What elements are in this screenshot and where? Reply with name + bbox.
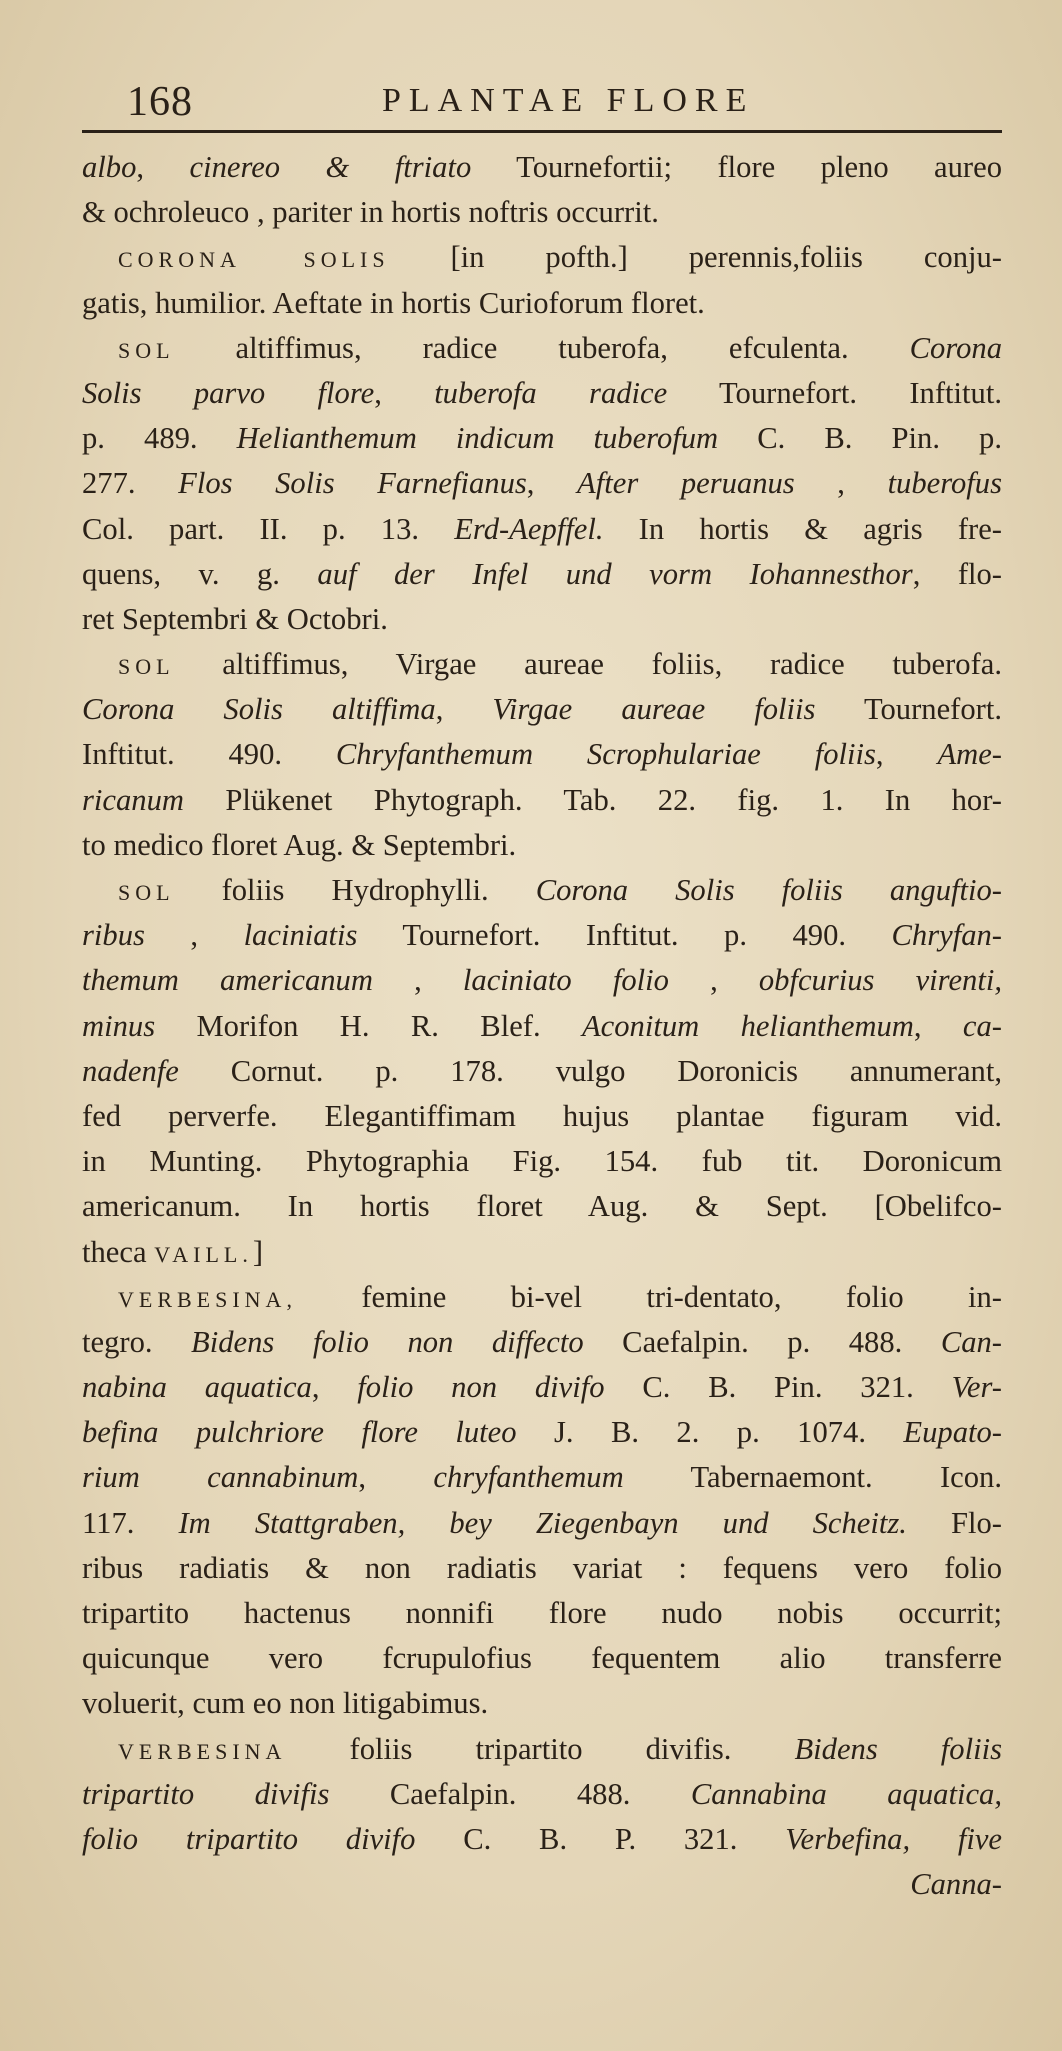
text-segment: altiffimus, radice tuberofa, efculenta. — [174, 330, 910, 365]
text-segment: Chryfanthemum Scrophulariae foliis — [335, 737, 876, 772]
text-segment: Flo- — [906, 1505, 1002, 1540]
text-segment: Cornut. p. 178. vulgo Doronicis annumerant, — [178, 1053, 1002, 1088]
text-segment: Tournefort. — [815, 692, 1002, 727]
text-line — [82, 1591, 1002, 1636]
text-segment: & ochroleuco , pariter in hortis noftris occurrit. — [82, 195, 659, 230]
text-segment: Corona — [909, 330, 1002, 365]
text-segment: Corona Solis altiffima — [82, 692, 436, 727]
text-line — [82, 1772, 1002, 1817]
text-segment: C. B. P. 321. — [415, 1821, 786, 1856]
text-segment: tripartito divifis — [82, 1776, 330, 1811]
text-line — [82, 552, 1002, 597]
text-segment: in Munting. Phytographia Fig. 154. fub tit. Doronicum — [82, 1144, 1002, 1179]
text-segment: tripartito hactenus nonnifi flore nudo nobis occurrit; — [82, 1596, 1002, 1630]
text-line — [82, 190, 1002, 235]
text-line — [82, 1365, 1002, 1410]
text-segment: minus — [82, 1008, 156, 1043]
text-line — [82, 1681, 1002, 1726]
text-segment: ribus — [82, 918, 145, 953]
text-segment: Helianthemum indicum tuberofum — [236, 421, 719, 456]
text-segment: Tournefort. Inftitut. p. 490. — [357, 918, 892, 953]
text-line — [82, 461, 1002, 506]
text-segment: ricanum — [82, 782, 184, 817]
text-segment: ] — [252, 1234, 264, 1269]
text-segment: Caefalpin. 488. — [329, 1776, 691, 1811]
text-segment: tuberofa radice — [434, 375, 668, 410]
text-segment: 117. — [82, 1505, 179, 1540]
body-text — [82, 145, 1002, 1907]
text-segment: Inftitut. 490. — [82, 737, 336, 772]
text-segment: foliis tripartito divifis. — [286, 1731, 795, 1766]
text-segment: Eupato- — [903, 1415, 1002, 1450]
text-segment: VERBESINA — [118, 1738, 287, 1764]
text-segment: C. B. Pin. p. — [718, 421, 1003, 456]
text-segment: 277. — [82, 466, 179, 501]
text-segment: Plükenet Phytograph. Tab. 22. fig. 1. In hor- — [183, 782, 1002, 817]
text-line — [82, 868, 1002, 913]
text-segment: , — [913, 1008, 963, 1043]
text-segment: Flos Solis Farnefianus — [178, 466, 527, 501]
text-line — [82, 1320, 1002, 1365]
text-segment: quens, v. g. — [82, 556, 318, 591]
text-segment: Bidens foliis — [794, 1731, 1002, 1766]
text-line — [82, 1230, 1002, 1275]
text-segment: to medico floret Aug. & Septembri. — [82, 827, 517, 862]
text-line — [82, 687, 1002, 732]
text-segment: albo — [82, 150, 137, 184]
text-segment: Chryfan- — [891, 918, 1003, 953]
text-segment: gatis, humilior. Aeftate in hortis Curioforum floret. — [82, 285, 705, 320]
text-segment: In hortis & agris fre- — [603, 511, 1002, 546]
text-segment: Caefalpin. p. 488. — [583, 1324, 941, 1359]
text-line — [82, 235, 1002, 280]
text-segment: Corona Solis foliis anguftio- — [535, 873, 1002, 907]
header-rule — [82, 130, 1002, 133]
text-line — [82, 371, 1002, 416]
text-segment: altiffimus, Virgae aureae foliis, radice tuberofa. — [174, 647, 1002, 682]
text-segment: ret Septembri & Octobri. — [82, 601, 388, 636]
text-line — [82, 958, 1002, 1003]
text-segment: auf der Infel und vorm Iohannesthor — [317, 556, 913, 591]
text-segment: Cannabina aquatica, — [690, 1776, 1002, 1811]
text-segment: Erd-Aepffel. — [454, 511, 604, 546]
text-segment: CORONA SOLIS — [118, 247, 390, 273]
text-segment: , — [794, 466, 888, 501]
text-segment: Can- — [940, 1324, 1002, 1359]
text-segment: J. B. 2. p. 1074. — [516, 1415, 904, 1450]
text-line — [82, 281, 1002, 326]
text-line — [82, 1275, 1002, 1320]
text-segment: Solis parvo flore — [82, 375, 375, 410]
text-line — [82, 913, 1002, 958]
text-segment: , — [526, 466, 578, 501]
text-segment: Im Stattgraben, bey Ziegenbayn und Scheitz. — [178, 1505, 907, 1540]
text-segment: Morifon H. R. Blef. — [155, 1008, 582, 1043]
text-segment: SOL — [118, 880, 175, 905]
text-line — [82, 1004, 1002, 1049]
text-segment: , — [875, 737, 938, 772]
text-line — [82, 1455, 1002, 1500]
running-title: PLANTAE FLORE — [382, 82, 755, 119]
text-segment: Tournefort. Inftitut. — [667, 375, 1002, 410]
text-segment: , — [144, 918, 244, 953]
text-segment: Ver- — [951, 1370, 1002, 1405]
text-segment: Canna- — [910, 1867, 1002, 1902]
text-line — [82, 1546, 1002, 1591]
text-segment: , — [435, 692, 493, 727]
text-segment: , — [311, 1370, 358, 1405]
text-segment: VAILL. — [154, 1241, 253, 1267]
text-segment: Col. part. II. p. 13. — [82, 511, 455, 546]
text-line — [82, 732, 1002, 777]
page-header — [82, 0, 1002, 125]
text-segment: quicunque vero fcrupulofius fequentem alio transferre — [82, 1641, 1002, 1676]
text-segment: C. B. Pin. 321. — [604, 1370, 952, 1405]
text-segment: SOL — [118, 654, 175, 680]
text-segment: , — [668, 963, 759, 998]
text-segment: americanum. In hortis floret Aug. & Sept. [Obelifco- — [82, 1189, 1002, 1224]
text-line — [82, 1184, 1002, 1229]
text-line — [82, 642, 1002, 687]
text-segment: themum americanum — [82, 963, 373, 998]
text-segment: laciniato folio — [462, 963, 669, 998]
text-line — [82, 1636, 1002, 1681]
text-segment: theca — [82, 1234, 155, 1269]
text-segment: fed perverfe. Elegantiffimam hujus plantae figuram vid. — [82, 1098, 1002, 1133]
text-line — [82, 1727, 1002, 1772]
text-line — [82, 1862, 1002, 1907]
text-line — [82, 416, 1002, 461]
text-line — [82, 597, 1002, 642]
text-line — [82, 145, 1002, 190]
text-segment: , — [136, 150, 190, 184]
text-line — [82, 1817, 1002, 1862]
text-segment: Virgae aureae foliis — [492, 692, 816, 727]
text-line — [82, 778, 1002, 823]
text-segment: Tabernaemont. Icon. — [623, 1460, 1003, 1495]
text-segment: femine bi-vel tri-dentato, folio in- — [296, 1279, 1002, 1314]
text-segment: SOL — [118, 337, 175, 363]
text-segment: laciniatis — [243, 918, 358, 953]
text-segment: Ame- — [937, 737, 1002, 772]
page-number: 168 — [127, 79, 193, 125]
text-segment: ribus radiatis & non radiatis variat : fequens vero folio — [82, 1550, 1002, 1585]
text-segment: [in pofth.] perennis,foliis conju- — [389, 240, 1002, 275]
text-line — [82, 507, 1002, 552]
text-segment: foliis Hydrophylli. — [174, 873, 536, 907]
text-line — [82, 1094, 1002, 1139]
text-segment: tegro. — [82, 1324, 192, 1359]
text-segment: voluerit, cum eo non litigabimus. — [82, 1686, 489, 1721]
text-segment: befina pulchriore flore luteo — [82, 1415, 517, 1450]
text-line — [82, 1049, 1002, 1094]
text-segment: tuberofus — [887, 466, 1003, 501]
text-segment: Bidens folio non diffecto — [191, 1324, 584, 1359]
text-line — [82, 326, 1002, 371]
text-segment: Aconitum helianthemum — [581, 1008, 914, 1043]
text-segment: p. 489. — [82, 421, 237, 456]
text-segment: folio tripartito divifo — [82, 1821, 416, 1856]
text-segment: , — [374, 375, 435, 410]
text-segment: , — [358, 1460, 434, 1495]
text-segment: cinereo & ftriato — [189, 150, 472, 184]
text-segment: rium cannabinum — [82, 1460, 359, 1495]
text-segment: chryfanthemum — [433, 1460, 624, 1495]
text-line — [82, 1501, 1002, 1546]
text-segment: nadenfe — [82, 1053, 179, 1088]
text-segment: Tournefortii; flore pleno aureo — [471, 150, 1003, 184]
text-segment: folio non divifo — [357, 1370, 605, 1405]
text-line — [82, 1410, 1002, 1455]
text-segment: nabina aquatica — [82, 1370, 312, 1405]
text-segment: After peruanus — [577, 466, 795, 501]
text-segment: obfcurius virenti, — [758, 963, 1002, 998]
text-segment: Verbefina, five — [785, 1821, 1002, 1856]
text-segment: , flo- — [912, 556, 1002, 591]
text-line — [82, 1139, 1002, 1184]
text-segment: ca- — [962, 1008, 1002, 1043]
text-segment: , — [372, 963, 463, 998]
text-segment: VERBESINA, — [118, 1286, 297, 1312]
text-line — [82, 823, 1002, 868]
